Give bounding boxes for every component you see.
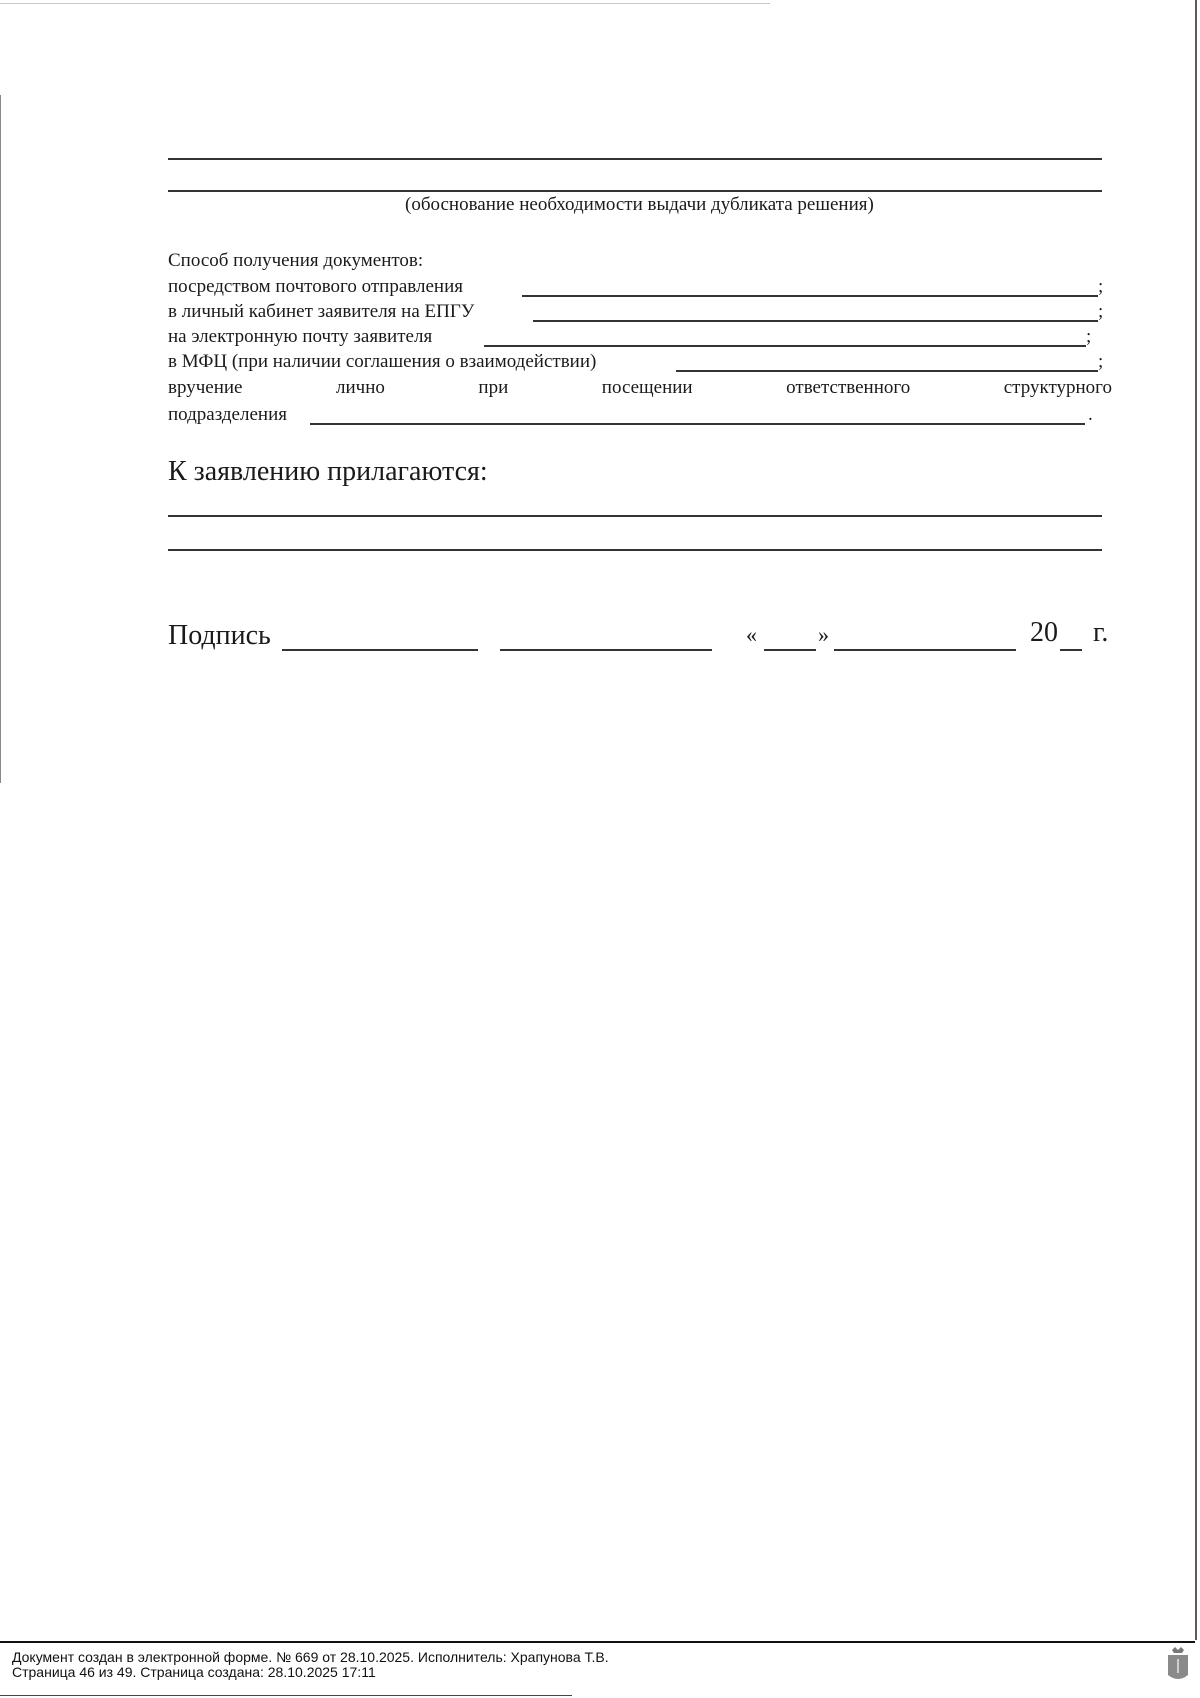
method-post-end: ; xyxy=(1098,276,1104,297)
method-post-label: посредством почтового отправления xyxy=(168,276,463,297)
in-person-word-1: вручение xyxy=(168,377,243,398)
justification-caption: (обоснование необходимости выдачи дубликата решения) xyxy=(405,194,874,215)
year-prefix: 20 xyxy=(1030,617,1058,648)
method-epgu-field[interactable] xyxy=(533,320,1098,322)
method-email-label: на электронную почту заявителя xyxy=(168,326,433,347)
method-in-person-field[interactable] xyxy=(310,423,1085,425)
footer-line-1: Документ создан в электронной форме. № 669 от 28.10.2025. Исполнитель: Храпунова Т.В. xyxy=(12,1649,609,1665)
method-in-person-end: . xyxy=(1088,404,1093,425)
method-email-end: ; xyxy=(1086,326,1092,347)
in-person-word-3: при xyxy=(478,377,509,398)
in-person-word-2: лично xyxy=(336,377,385,398)
method-epgu-end: ; xyxy=(1098,301,1104,322)
footer-line-2: Страница 46 из 49. Страница создана: 28.10.2025 17:11 xyxy=(12,1664,376,1680)
in-person-word-5: ответственного xyxy=(786,377,911,398)
date-year-field[interactable] xyxy=(1060,649,1082,651)
method-in-person-tail: подразделения xyxy=(168,404,287,425)
attachments-line-2[interactable] xyxy=(168,549,1102,551)
footer-divider xyxy=(0,1641,1195,1643)
signature-label: Подпись xyxy=(168,620,271,651)
method-mfc-field[interactable] xyxy=(676,370,1098,372)
attachments-line-1[interactable] xyxy=(168,515,1102,517)
method-in-person-line xyxy=(168,377,1112,399)
method-epgu-label: в личный кабинет заявителя на ЕПГУ xyxy=(168,301,475,322)
signature-name-field[interactable] xyxy=(500,649,712,651)
year-suffix: г. xyxy=(1093,617,1109,648)
delivery-heading: Способ получения документов: xyxy=(168,250,424,271)
method-mfc-label: в МФЦ (при наличии соглашения о взаимодействии) xyxy=(168,351,597,372)
date-close-quote: » xyxy=(818,622,829,647)
attachments-heading: К заявлению прилагаются: xyxy=(168,456,488,487)
date-day-field[interactable] xyxy=(764,649,816,651)
signature-field[interactable] xyxy=(282,649,478,651)
scan-left-edge xyxy=(0,95,1,783)
date-month-field[interactable] xyxy=(834,649,1016,651)
coat-of-arms-icon xyxy=(1166,1647,1190,1683)
scan-right-edge xyxy=(1195,0,1197,1640)
scan-top-edge xyxy=(0,3,770,4)
method-mfc-end: ; xyxy=(1098,351,1104,372)
in-person-word-6: структурного xyxy=(1003,377,1112,398)
date-open-quote: « xyxy=(746,622,757,647)
in-person-word-4: посещении xyxy=(601,377,693,398)
justification-line-1[interactable] xyxy=(168,158,1102,160)
footer-bottom-edge xyxy=(0,1695,572,1696)
justification-line-2[interactable] xyxy=(168,190,1102,192)
method-post-field[interactable] xyxy=(522,295,1098,297)
method-email-field[interactable] xyxy=(484,345,1086,347)
